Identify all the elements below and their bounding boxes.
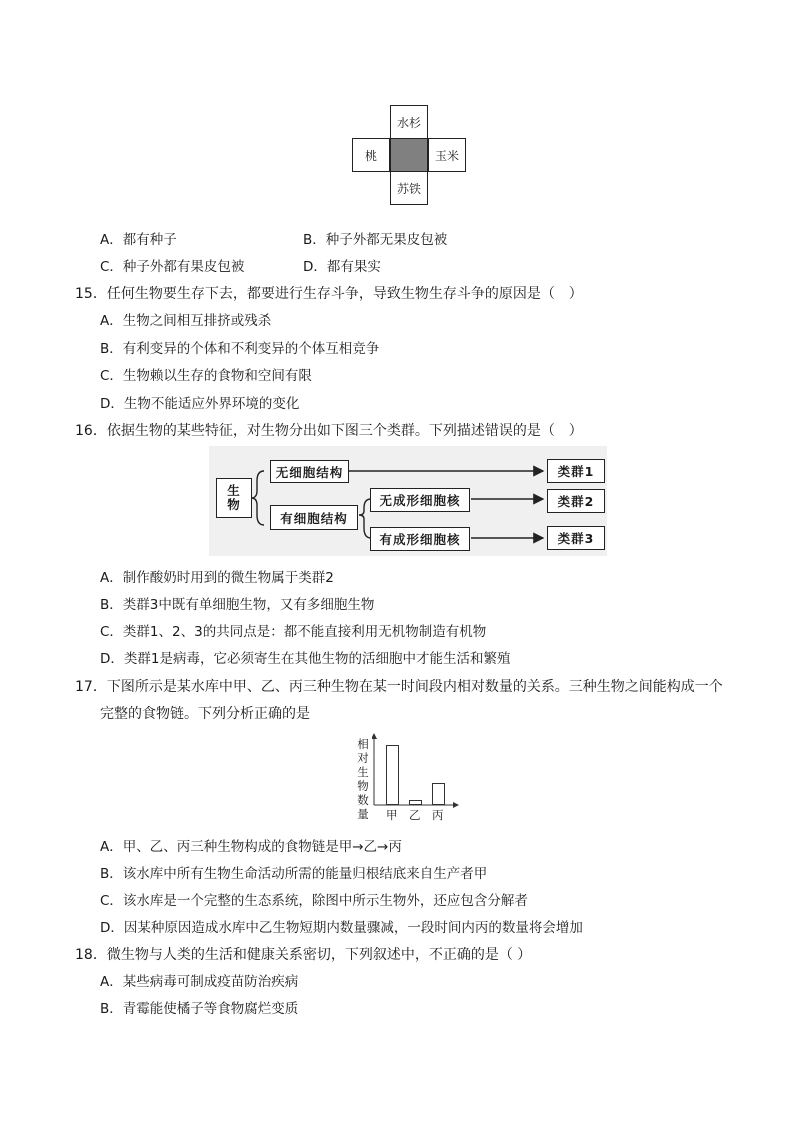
q17-option-d: D．因某种原因造成水库中乙生物短期内数量骤减，一段时间内丙的数量将会增加 [100,920,583,936]
cross-bottom-cell [390,171,428,205]
q18-stem: 18．微生物与人类的生活和健康关系密切，下列叙述中，不正确的是（ ） [75,947,532,963]
q15-option-b: B．有利变异的个体和不利变异的个体互相竞争 [100,341,380,357]
cross-top-label: 水杉 [396,115,421,130]
flow-group2-box [547,489,605,513]
chart-y-axis-label: 相对生物数量 [357,737,369,821]
q16-option-d: D．类群1是病毒，它必须寄生在其他生物的活细胞中才能生活和繁殖 [100,651,511,667]
flow-root-label: 生物 [227,483,241,512]
flow-has-cell-box [270,505,358,530]
q17-option-b: B．该水库中所有生物生命活动所需的能量归根结底来自生产者甲 [100,866,488,882]
flow-group2-label: 类群2 [557,494,595,509]
flow-group1-box [547,459,605,483]
chart-x-label-yi: 乙 [409,808,421,822]
q14-option-b: B．种子外都无果皮包被 [303,232,448,248]
cross-center-cell [390,138,428,172]
q17-stem-line2: 完整的食物链。下列分析正确的是 [100,706,310,722]
chart-x-label-jia: 甲 [386,808,398,822]
chart-bar-yi [409,800,422,805]
q15-option-c: C．生物赖以生存的食物和空间有限 [100,368,312,384]
q16-option-a: A．制作酸奶时用到的微生物属于类群2 [100,570,334,586]
flow-group3-label: 类群3 [557,531,595,546]
flow-group1-label: 类群1 [557,464,595,479]
q15-option-a: A．生物之间相互排挤或残杀 [100,313,272,329]
chart-bar-bing [432,783,445,805]
q16-option-b: B．类群3中既有单细胞生物，又有多细胞生物 [100,597,375,613]
flow-no-cell-box [270,460,349,483]
q14-option-c: C．种子外都有果皮包被 [100,259,245,275]
q17-option-a: A．甲、乙、丙三种生物构成的食物链是甲→乙→丙 [100,839,402,855]
chart-bar-jia [386,745,399,805]
q18-option-a: A．某些病毒可制成疫苗防治疾病 [100,974,299,990]
q16-stem: 16．依据生物的某些特征，对生物分出如下图三个类群。下列描述错误的是（ ） [75,423,583,439]
q16-option-c: C．类群1、2、3的共同点是：都不能直接利用无机物制造有机物 [100,624,487,640]
cross-left-cell [352,138,390,172]
q15-stem: 15．任何生物要生存下去，都要进行生存斗争，导致生物生存斗争的原因是（ ） [75,286,583,302]
q18-option-b: B．青霉能使橘子等食物腐烂变质 [100,1001,299,1017]
cross-top-cell [390,105,428,139]
q14-option-d: D．都有果实 [303,259,381,275]
flow-root-box [216,478,252,518]
flow-has-cell-label: 有细胞结构 [280,510,348,526]
q14-option-a: A．都有种子 [100,232,177,248]
flow-no-nucleus-box [370,488,470,512]
flow-group3-box [547,526,605,550]
chart-x-label-bing: 丙 [432,808,444,822]
flow-no-cell-label: 无细胞结构 [275,464,344,480]
q17-stem-line1: 17．下图所示是某水库中甲、乙、丙三种生物在某一时间段内相对数量的关系。三种生物之间能构成一个 [75,679,723,695]
cross-right-cell [428,138,466,172]
q15-option-d: D．生物不能适应外界环境的变化 [100,396,300,412]
flow-has-nucleus-box [370,527,470,551]
q17-option-c: C．该水库是一个完整的生态系统，除图中所示生物外，还应包含分解者 [100,893,528,909]
cross-right-label: 玉米 [434,148,459,163]
cross-left-label: 桃 [364,148,377,163]
flow-has-nucleus-label: 有成形细胞核 [379,532,461,547]
cross-bottom-label: 苏铁 [396,181,421,196]
flow-no-nucleus-label: 无成形细胞核 [379,493,461,508]
